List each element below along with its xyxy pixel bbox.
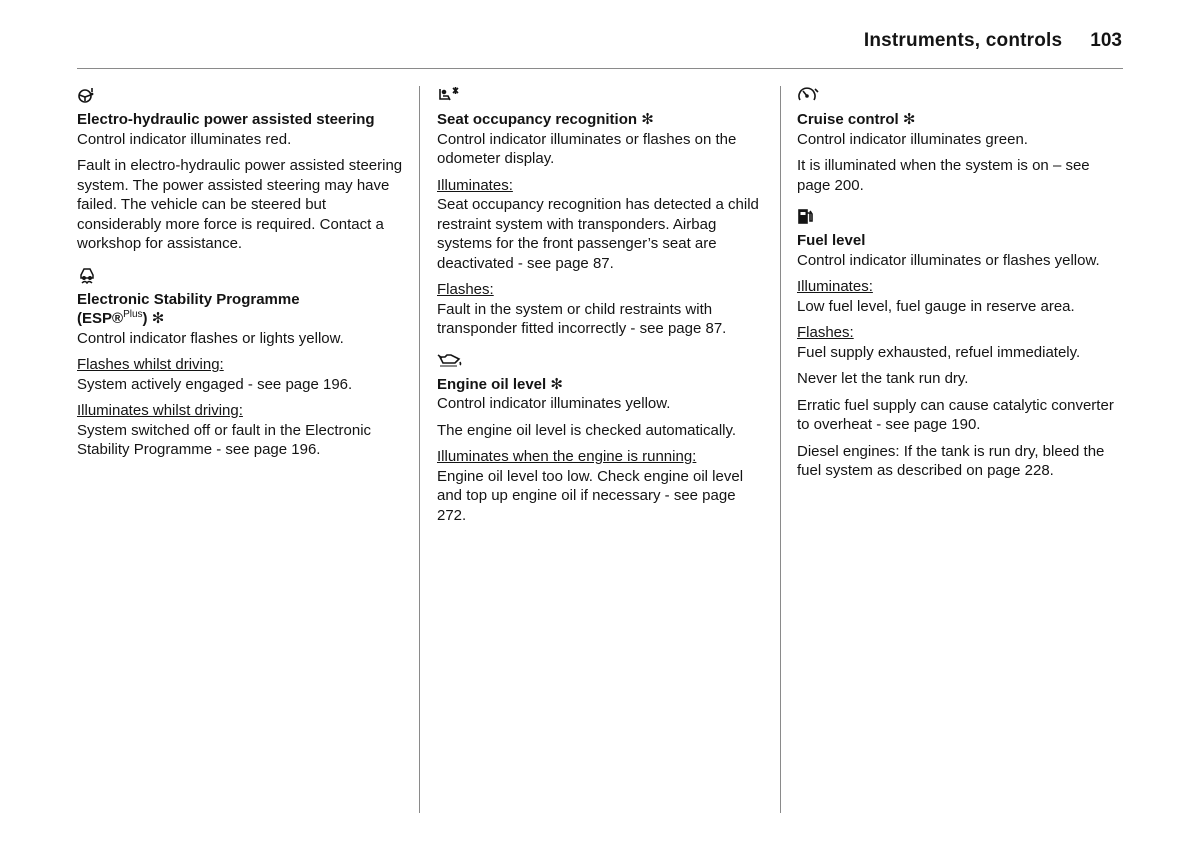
section-title-line	[437, 375, 763, 395]
body-text: Diesel engines: If the tank is run dry, bleed the fuel system as described on page 228.	[797, 442, 1105, 479]
condition-label: Flashes:	[797, 324, 854, 341]
condition-label: Illuminates:	[437, 176, 513, 194]
section-title: Engine oil level	[437, 375, 547, 393]
oil-illuminates-block	[437, 447, 763, 525]
section-title: Cruise control	[797, 111, 899, 128]
header-rule	[77, 68, 1123, 69]
column-2	[437, 86, 763, 537]
section-esp	[77, 266, 407, 460]
section-seat-occupancy	[437, 86, 763, 339]
condition-text: Low fuel level, fuel gauge in reserve area.	[797, 297, 1075, 315]
speedometer-icon	[797, 86, 819, 108]
column-1	[77, 86, 407, 472]
body-text: Erratic fuel supply can cause catalytic converter to overheat - see page 190.	[797, 396, 1114, 433]
column-divider-2	[780, 86, 781, 813]
condition-text: System actively engaged - see page 196.	[77, 375, 353, 393]
section-title-line	[797, 110, 1123, 130]
esp-flashes-block	[77, 355, 407, 394]
seat-flashes-block	[437, 280, 763, 339]
asterisk-symbol: ✻	[641, 111, 654, 128]
page-number: 103	[1090, 30, 1122, 51]
fuel-illuminates-block	[797, 277, 1123, 316]
indicator-text: Control indicator illuminates green.	[797, 130, 1028, 148]
indicator-text: Control indicator illuminates yellow.	[437, 395, 671, 412]
section-title-line	[437, 110, 763, 130]
column-divider-1	[419, 86, 420, 813]
seat-illuminates-block	[437, 176, 763, 274]
indicator-text: Control indicator illuminates red.	[77, 130, 292, 148]
plus-superscript: Plus	[123, 309, 143, 320]
indicator-text: Control indicator illuminates or flashes on the odometer display.	[437, 130, 737, 167]
asterisk-symbol: ✻	[550, 375, 563, 393]
condition-label: Illuminates:	[797, 278, 873, 295]
condition-label: Illuminates whilst driving:	[77, 402, 243, 419]
header-title: Instruments, controls	[863, 30, 1063, 51]
section-fuel-level	[797, 207, 1123, 481]
esp-skid-car-icon	[77, 266, 99, 288]
asterisk-symbol: ✻	[151, 310, 165, 327]
condition-text: Fault in the system or child restraints with transponder fitted incorrectly - see page 87.	[437, 300, 727, 337]
oil-can-icon	[437, 351, 459, 373]
esp-illuminates-block	[77, 401, 407, 460]
section-title: Fuel level	[797, 232, 866, 249]
page-header	[864, 30, 1122, 52]
section-title: Seat occupancy recognition	[437, 111, 638, 128]
body-text: Fault in electro-hydraulic power assisted steering system. The power assisted steering may have failed. The vehicle can be steered but considerably more force is required. Contact a workshop for assistance.	[77, 157, 403, 252]
body-text: Never let the tank run dry.	[797, 370, 969, 387]
fuel-flashes-block	[797, 323, 1123, 362]
condition-label: Flashes:	[437, 281, 494, 298]
condition-label: Flashes whilst driving:	[77, 356, 224, 373]
condition-text: Engine oil level too low. Check engine oil level and top up engine oil if necessary - see page 272.	[437, 467, 744, 524]
condition-text: System switched off or fault in the Electronic Stability Programme - see page 196.	[77, 421, 372, 458]
section-power-steering	[77, 86, 407, 254]
section-title: Electro-hydraulic power assisted steering	[77, 111, 375, 128]
fuel-pump-icon	[797, 207, 819, 229]
indicator-text: Control indicator flashes or lights yellow.	[77, 329, 344, 347]
indicator-text: Control indicator illuminates or flashes yellow.	[797, 251, 1100, 269]
asterisk-symbol: ✻	[902, 111, 916, 128]
body-text: The engine oil level is checked automatically.	[437, 421, 737, 439]
condition-label: Illuminates when the engine is running:	[437, 448, 697, 465]
section-title-esp: (ESP®$^{Plus}$) ✻	[77, 309, 165, 327]
seat-occupancy-icon	[437, 86, 459, 108]
section-cruise-control	[797, 86, 1123, 195]
section-title: Electronic Stability Programme	[77, 290, 300, 308]
condition-text: Fuel supply exhausted, refuel immediately.	[797, 343, 1081, 361]
steering-wheel-warning-icon	[77, 86, 99, 108]
condition-text: Seat occupancy recognition has detected a child restraint system with transponders. Airbag systems for the front passenger’s seat are deactivated - see page 87.	[437, 196, 759, 272]
section-engine-oil	[437, 351, 763, 526]
column-3	[797, 86, 1123, 493]
body-text: It is illuminated when the system is on – see page 200.	[797, 157, 1090, 194]
